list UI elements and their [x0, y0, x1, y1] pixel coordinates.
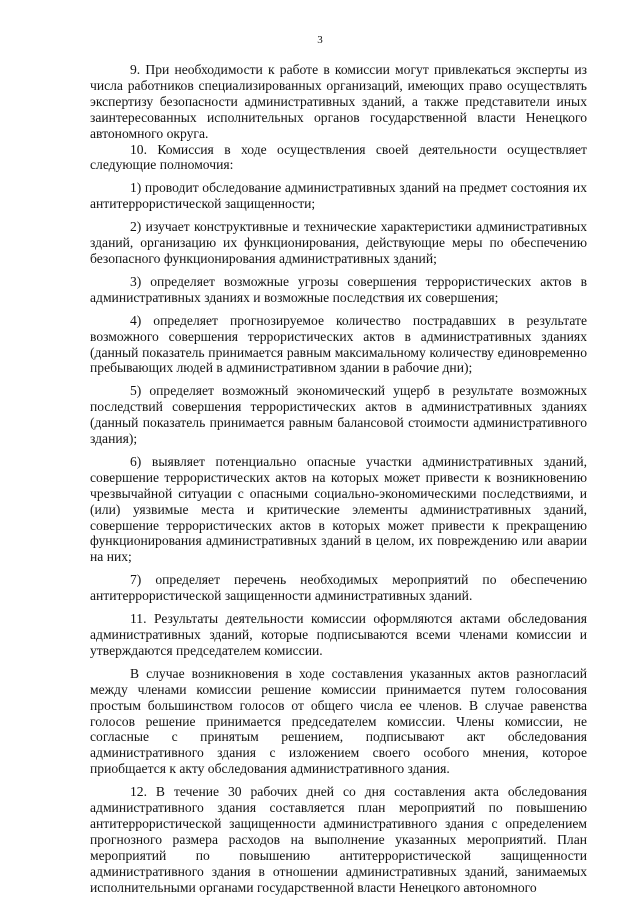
paragraph-10: 10. Комиссия в ходе осуществления своей деятельности осуществляет следующие полномочия:	[90, 141, 587, 173]
paragraph-12: 12. В течение 30 рабочих дней со дня составления акта обследования административного здания составляется план мероприятий по повышению антитеррористической защищенности административного здания с определением прогнозного размера расходов на выполнение указанных мероприятий. План мероприятий по повышению антитеррористической защищенности административного здания в отношении административных зданий, занимаемых исполнительными органами государственной власти Ненецкого автономного	[90, 784, 587, 895]
paragraph-10-item-1: 1) проводит обследование административных зданий на предмет состояния их антитеррористической защищенности;	[90, 180, 587, 212]
paragraph-10-item-3: 3) определяет возможные угрозы совершения террористических актов в административных зданиях и возможные последствия их совершения;	[90, 273, 587, 305]
paragraph-9: 9. При необходимости к работе в комиссии могут привлекаться эксперты из числа работников специализированных организаций, имеющих право осуществлять экспертизу безопасности административных зданий, а также представители иных заинтересованных исполнительных органов государственной власти Ненецкого автономного округа.	[90, 62, 587, 141]
document-body	[90, 62, 587, 896]
paragraph-10-item-6: 6) выявляет потенциально опасные участки административных зданий, совершение террористических актов на которых может привести к возникновению чрезвычайной ситуации с опасными социально-экономическими последствиями, и (или) уязвимые места и критические элементы административных зданий, совершение террористических актов в которых может привести к прекращению функционирования административных зданий в целом, их повреждению или аварии на них;	[90, 453, 587, 565]
page-number: 3	[317, 34, 323, 46]
paragraph-10-item-5: 5) определяет возможный экономический ущерб в результате возможных последствий совершения террористических актов в административных зданиях (данный показатель принимается равным балансовой стоимости административного здания);	[90, 383, 587, 447]
paragraph-10-item-4: 4) определяет прогнозируемое количество пострадавших в результате возможного совершения террористических актов в административных зданиях (данный показатель принимается равным максимальному количеству единовременно пребывающих людей в административном здании в рабочие дни);	[90, 312, 587, 376]
paragraph-11-disagreements: В случае возникновения в ходе составления указанных актов разногласий между членами комиссии решение комиссии принимается путем голосования простым большинством голосов от общего числа ее членов. В случае равенства голосов решение принимается председателем комиссии. Члены комиссии, не согласные с принятым решением, подписывают акт обследования административного здания с изложением своего особого мнения, которое приобщается к акту обследования административного здания.	[90, 665, 587, 777]
paragraph-10-item-7: 7) определяет перечень необходимых мероприятий по обеспечению антитеррористической защищенности административных зданий.	[90, 572, 587, 604]
paragraph-10-item-2: 2) изучает конструктивные и технические характеристики административных зданий, организацию их функционирования, действующие меры по обеспечению безопасного функционирования административных зданий;	[90, 219, 587, 266]
paragraph-11: 11. Результаты деятельности комиссии оформляются актами обследования административных зданий, которые подписываются всеми членами комиссии и утверждаются председателем комиссии.	[90, 611, 587, 658]
